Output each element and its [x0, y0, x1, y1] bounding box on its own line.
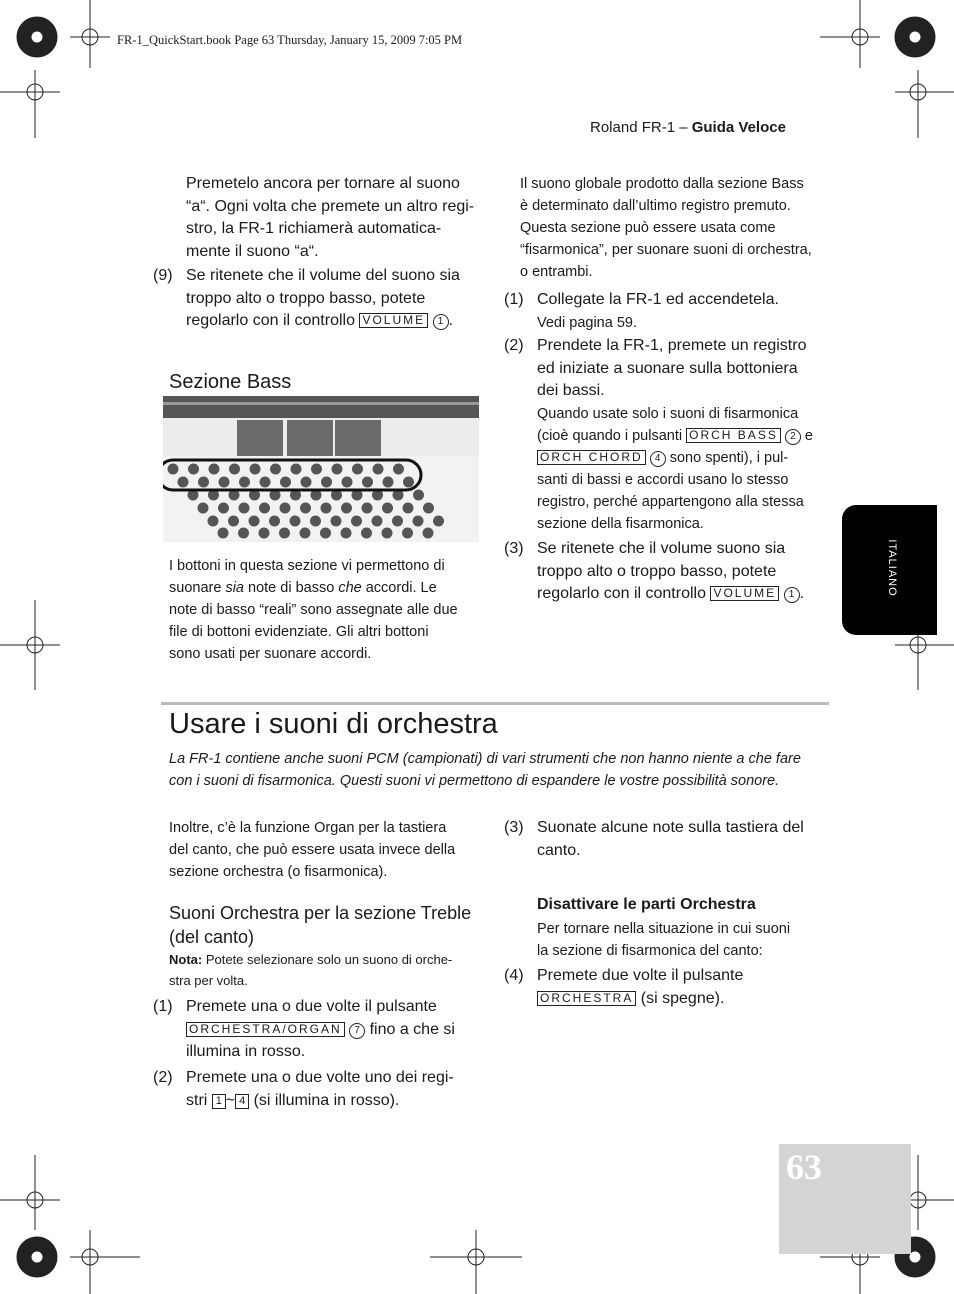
text-line: Vedi pagina 59.: [537, 314, 637, 331]
bass-description: [169, 555, 479, 665]
bass-button: [342, 477, 353, 488]
bass-button: [291, 464, 302, 475]
bass-button: [331, 516, 342, 527]
text-line: Potete selezionare solo un suono di orche-: [202, 952, 453, 967]
text-line: (del canto): [169, 927, 255, 947]
bass-button: [362, 477, 373, 488]
text-line: ed iniziate a suonare sulla bottoniera: [537, 359, 798, 377]
bass-button: [321, 503, 332, 514]
bass-button: [250, 464, 261, 475]
bass-button: [320, 528, 331, 539]
bass-button: [269, 516, 280, 527]
text-line: la sezione di fisarmonica del canto:: [537, 943, 763, 959]
text-line: troppo alto o troppo basso, potete: [186, 289, 426, 307]
text-line: sia: [225, 580, 244, 596]
text-line: Collegate la FR-1 ed accendetela.: [537, 291, 779, 308]
text-line: è determinato dall’ultimo registro premuto.: [520, 198, 791, 214]
treble-heading: [169, 901, 471, 949]
bass-button: [402, 528, 413, 539]
text-line: troppo alto o troppo basso, potete: [537, 562, 777, 580]
header-title-bold: Guida Veloce: [691, 119, 786, 136]
bass-button: [433, 516, 444, 527]
section-title: Usare i suoni di orchestra: [169, 708, 498, 740]
step-number: (2): [504, 337, 524, 354]
text-line: canto.: [537, 841, 581, 859]
text-line: santi di bassi e accordi usano lo stesso: [537, 471, 789, 488]
text-line: Suonate alcune note sulla tastiera del: [537, 819, 804, 836]
bass-button: [300, 528, 311, 539]
text-line: note di basso: [243, 580, 339, 596]
bass-button: [239, 477, 250, 488]
section-lead: [169, 748, 839, 792]
text-line: Se ritenete che il volume suono sia: [537, 540, 786, 557]
text-line: (si illumina in rosso).: [249, 1091, 400, 1109]
callout-number: 1: [433, 314, 449, 330]
text-line: Se ritenete che il volume del suono sia: [186, 267, 460, 284]
text-line: del canto, che può essere usata invece della: [169, 842, 456, 858]
bass-button: [351, 516, 362, 527]
text-line: regolarlo con il controllo: [537, 585, 706, 602]
text-line: registro, perché appartengono alla stessa: [537, 493, 804, 510]
text-line: sezione orchestra (o fisarmonica).: [169, 864, 388, 880]
bass-button: [178, 477, 189, 488]
orchestra-off-heading: Disattivare le parti Orchestra: [537, 896, 756, 913]
text-line: fino a che si: [365, 1020, 455, 1038]
step-number: (1): [504, 291, 524, 308]
bass-button: [280, 503, 291, 514]
text-line: I bottoni in questa sezione vi permettono di: [169, 558, 445, 574]
bass-button: [228, 516, 239, 527]
text-line: suonare: [169, 580, 226, 596]
text-line: Premete due volte il pulsante: [537, 967, 744, 984]
text-line: .: [448, 312, 454, 329]
callout-number: 2: [785, 429, 801, 445]
text-line: file di bottoni evidenziate. Gli altri bottoni: [169, 624, 429, 640]
bass-button: [198, 477, 209, 488]
text-line: (si spegne).: [636, 989, 725, 1007]
orch-chord-button-label: ORCH CHORD: [537, 450, 646, 465]
text-line: stra per volta.: [169, 973, 248, 988]
bass-button: [392, 516, 403, 527]
bass-button: [310, 516, 321, 527]
bass-button: [413, 490, 424, 501]
bass-button: [382, 528, 393, 539]
bass-button: [219, 477, 230, 488]
section-rule: [161, 702, 829, 705]
nota-label: Nota:: [169, 952, 203, 967]
text-line: dei bassi.: [537, 382, 605, 399]
bass-button: [403, 477, 414, 488]
bass-button: [260, 477, 271, 488]
text-line: Il suono globale prodotto dalla sezione Bass: [520, 176, 804, 192]
step-number: (4): [504, 967, 524, 984]
step-number: (2): [153, 1069, 173, 1086]
callout-number: 7: [349, 1023, 365, 1039]
running-header: [590, 119, 786, 136]
step-number: (3): [504, 540, 524, 557]
text-line: Inoltre, c’è la funzione Organ per la tastiera: [169, 820, 447, 836]
bass-button: [259, 528, 270, 539]
text-line: ~: [225, 1091, 236, 1109]
volume-knob-label: VOLUME: [359, 313, 428, 328]
text-line: Premetelo ancora per tornare al suono: [186, 175, 460, 192]
text-line: Questa sezione può essere usata come: [520, 220, 776, 236]
text-line: Per tornare nella situazione in cui suoni: [537, 921, 791, 937]
text-line: Premete una o due volte uno dei regi-: [186, 1069, 454, 1086]
bass-button: [218, 528, 229, 539]
bass-button: [259, 503, 270, 514]
bass-button: [238, 528, 249, 539]
text-line: La FR-1 contiene anche suoni PCM (campionati) di vari strumenti che non hanno niente a che fare: [169, 751, 801, 767]
register-button-label: 4: [235, 1094, 249, 1109]
text-line: o entrambi.: [520, 264, 593, 280]
bass-button: [168, 464, 179, 475]
orch-bass-button-label: ORCH BASS: [686, 428, 781, 443]
bass-button: [352, 464, 363, 475]
bass-button: [279, 528, 290, 539]
bass-button: [249, 516, 260, 527]
text-line: (cioè quando i pulsanti: [537, 427, 687, 444]
callout-number: 4: [650, 451, 666, 467]
bass-button: [372, 516, 383, 527]
text-line: sono spenti), i pul-: [665, 449, 789, 466]
bass-button: [403, 503, 414, 514]
text-line: Suoni Orchestra per la sezione Treble: [169, 903, 472, 923]
text-line: “fisarmonica”, per suonare suoni di orchestra,: [520, 242, 812, 258]
bass-button: [300, 503, 311, 514]
bass-button: [341, 528, 352, 539]
orchestra-organ-button-label: ORCHESTRA/ORGAN: [186, 1022, 345, 1037]
bass-button: [188, 464, 199, 475]
text-line: Quando usate solo i suoni di fisarmonica: [537, 405, 799, 422]
bass-section-heading: Sezione Bass: [169, 371, 292, 393]
orchestra-off-text: [537, 918, 837, 962]
callout-number: 1: [784, 587, 800, 603]
bass-button: [239, 503, 250, 514]
text-line: Prendete la FR-1, premete un registro: [537, 337, 807, 354]
text-line: stri: [186, 1091, 212, 1109]
bass-buttons-illustration: [163, 396, 479, 542]
step-number: (9): [153, 267, 173, 284]
text-line: mente il suono “a“.: [186, 242, 319, 260]
bass-button: [301, 477, 312, 488]
text-line: illumina in rosso.: [186, 1043, 306, 1060]
text-line: sezione della fisarmonica.: [537, 515, 704, 532]
text-line: “a“. Ogni volta che premete un altro regi-: [186, 197, 475, 215]
bass-button: [413, 516, 424, 527]
lower-left-intro: [169, 817, 479, 883]
text-line: che: [338, 580, 362, 596]
bass-button: [229, 464, 240, 475]
bass-button: [423, 528, 434, 539]
bass-button: [393, 464, 404, 475]
left-intro: [186, 173, 486, 263]
bass-button: [321, 477, 332, 488]
bass-button: [362, 503, 373, 514]
bass-button: [290, 516, 301, 527]
header-title: Roland FR-1 –: [590, 119, 692, 136]
text-line: stro, la FR-1 richiamerà automatica-: [186, 220, 442, 237]
bass-button: [280, 477, 291, 488]
text-line: sono usati per suonare accordi.: [169, 646, 372, 662]
bass-button: [218, 503, 229, 514]
bass-button: [208, 516, 219, 527]
bass-button: [423, 503, 434, 514]
text-line: regolarlo con il controllo: [186, 312, 355, 329]
text-line: accordi. Le: [361, 580, 437, 596]
bass-button: [311, 464, 322, 475]
language-tab-label: ITALIANO: [886, 539, 898, 597]
bass-button: [373, 464, 384, 475]
bass-button: [198, 503, 209, 514]
text-line: .: [799, 585, 805, 602]
text-line: Premete una o due volte il pulsante: [186, 998, 437, 1015]
bass-button: [332, 464, 343, 475]
bass-button: [361, 528, 372, 539]
step-number: (1): [153, 998, 173, 1015]
orchestra-button-label: ORCHESTRA: [537, 991, 636, 1006]
text-line: e: [800, 427, 813, 444]
step-number: (3): [504, 819, 524, 836]
bass-button: [341, 503, 352, 514]
right-intro: [520, 173, 830, 283]
nota: [169, 949, 479, 991]
bass-button: [270, 464, 281, 475]
volume-knob-label: VOLUME: [710, 586, 779, 601]
bass-button: [209, 464, 220, 475]
bass-button: [383, 477, 394, 488]
text-line: con i suoni di fisarmonica. Questi suoni vi permettono di espandere le vostre possibilità sonore.: [169, 773, 780, 789]
bass-button: [382, 503, 393, 514]
file-info-line: FR-1_QuickStart.book Page 63 Thursday, January 15, 2009 7:05 PM: [117, 33, 463, 47]
page-number: 63: [786, 1147, 822, 1187]
text-line: note di basso “reali” sono assegnate alle due: [169, 602, 458, 618]
register-button-label: 1: [212, 1094, 226, 1109]
